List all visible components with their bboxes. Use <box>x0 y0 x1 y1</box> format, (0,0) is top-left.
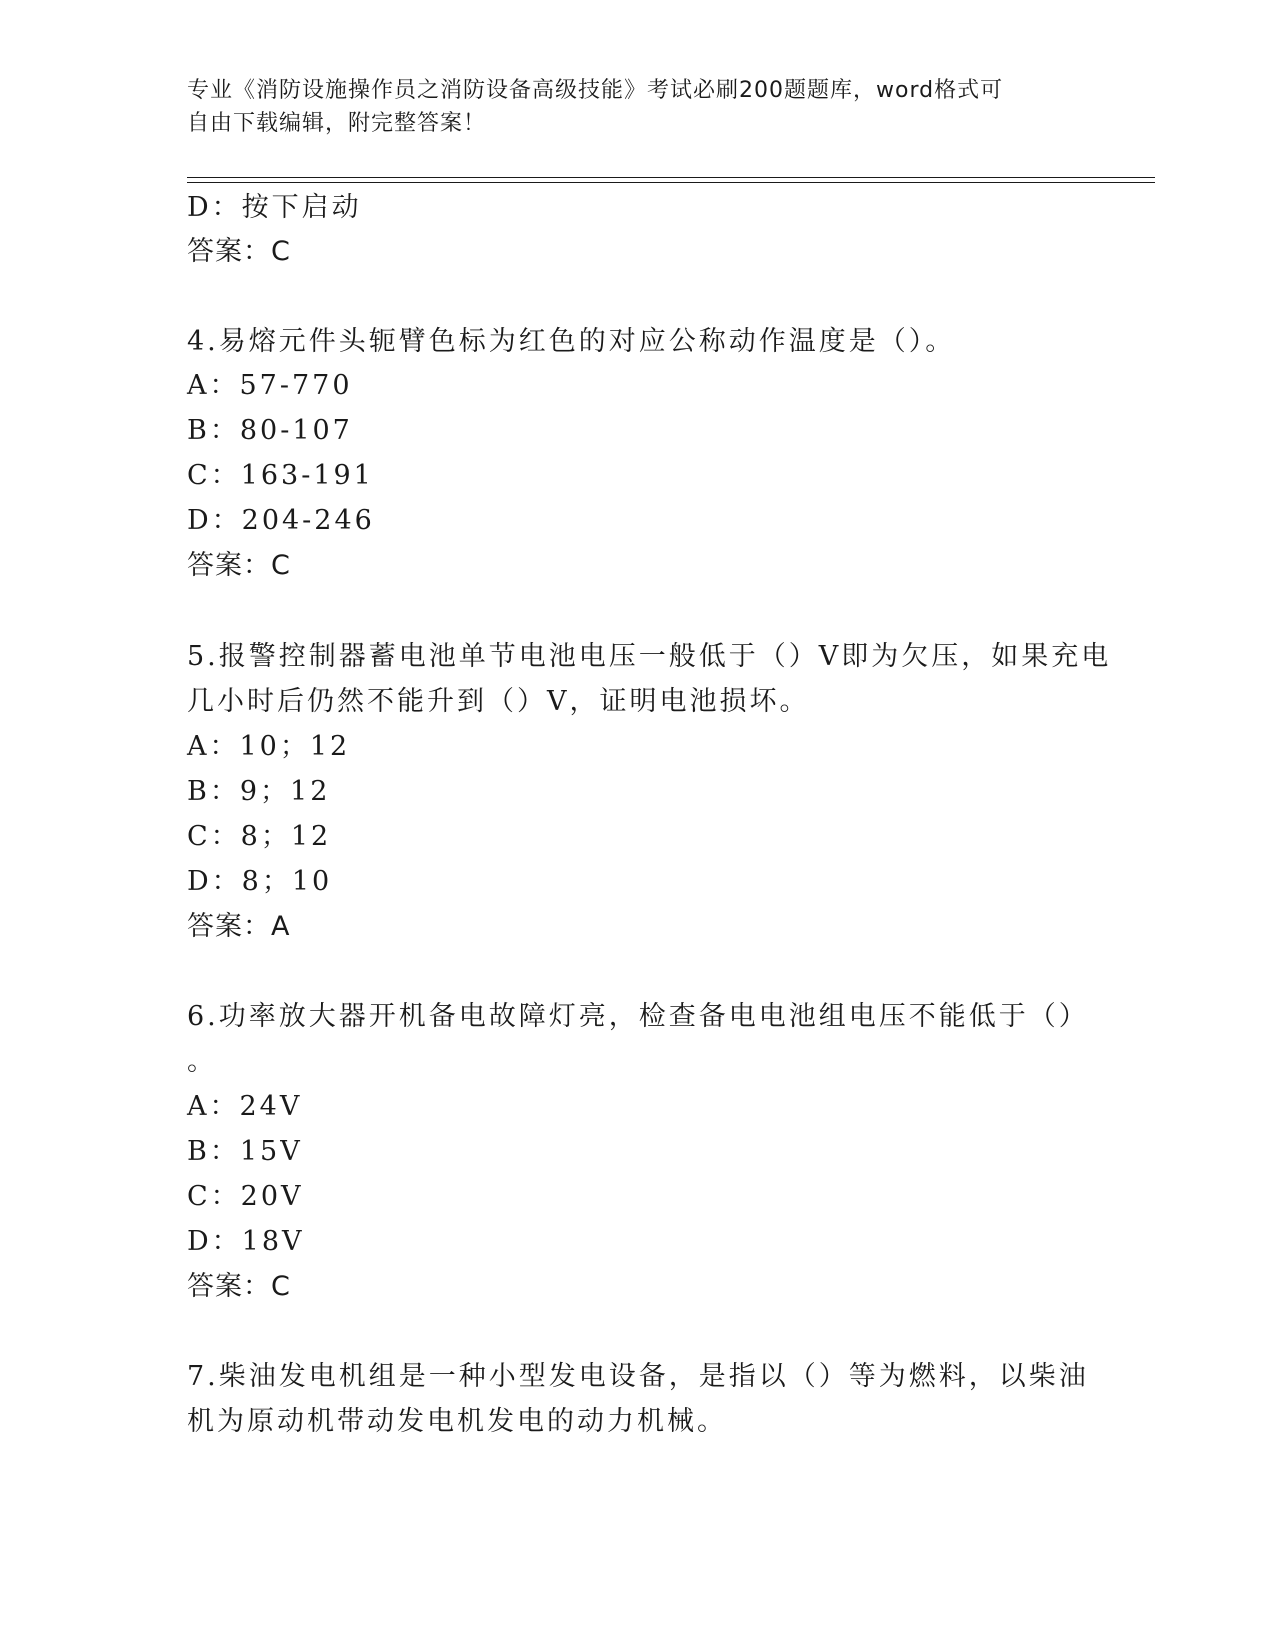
header-line-2: 自由下载编辑，附完整答案！ <box>187 111 487 136</box>
q4-option-b: B：80-107 <box>187 415 353 446</box>
q3-answer: 答案：C <box>187 236 291 267</box>
q7-question-line-2: 机为原动机带动发电机发电的动力机械。 <box>187 1406 727 1437</box>
q4-question: 4.易熔元件头轭臂色标为红色的对应公称动作温度是（）。 <box>187 326 956 357</box>
q5-option-c: C：8；12 <box>187 821 332 852</box>
q3-option-d: D：按下启动 <box>187 192 362 223</box>
q7-question-line-1: 7.柴油发电机组是一种小型发电设备，是指以（）等为燃料，以柴油 <box>187 1361 1089 1392</box>
q6-option-b: B：15V <box>187 1136 303 1167</box>
page-header <box>187 74 1067 140</box>
q6-option-c: C：20V <box>187 1181 304 1212</box>
q5-question-line-1: 5.报警控制器蓄电池单节电池电压一般低于（）V即为欠压，如果充电 <box>187 641 1112 672</box>
q6-option-d: D：18V <box>187 1226 305 1257</box>
q5-question-line-2: 几小时后仍然不能升到（）V，证明电池损坏。 <box>187 686 810 717</box>
q4-option-d: D：204-246 <box>187 505 375 536</box>
q6-option-a: A：24V <box>187 1091 303 1122</box>
header-line-1: 专业《消防设施操作员之消防设备高级技能》考试必刷200题题库，word格式可 <box>187 78 1004 103</box>
header-divider-top <box>187 177 1155 178</box>
q4-answer: 答案：C <box>187 550 291 581</box>
q5-option-a: A：10；12 <box>187 731 351 762</box>
q5-option-b: B：9；12 <box>187 776 331 807</box>
header-divider-bottom <box>187 182 1155 183</box>
q6-question-line-1: 6.功率放大器开机备电故障灯亮，检查备电电池组电压不能低于（） <box>187 1001 1089 1032</box>
q4-option-c: C：163-191 <box>187 460 374 491</box>
q4-option-a: A：57-770 <box>187 370 353 401</box>
q5-answer: 答案：A <box>187 911 291 942</box>
q6-answer: 答案：C <box>187 1271 291 1302</box>
q6-question-line-2: 。 <box>187 1046 217 1077</box>
q5-option-d: D：8；10 <box>187 866 333 897</box>
